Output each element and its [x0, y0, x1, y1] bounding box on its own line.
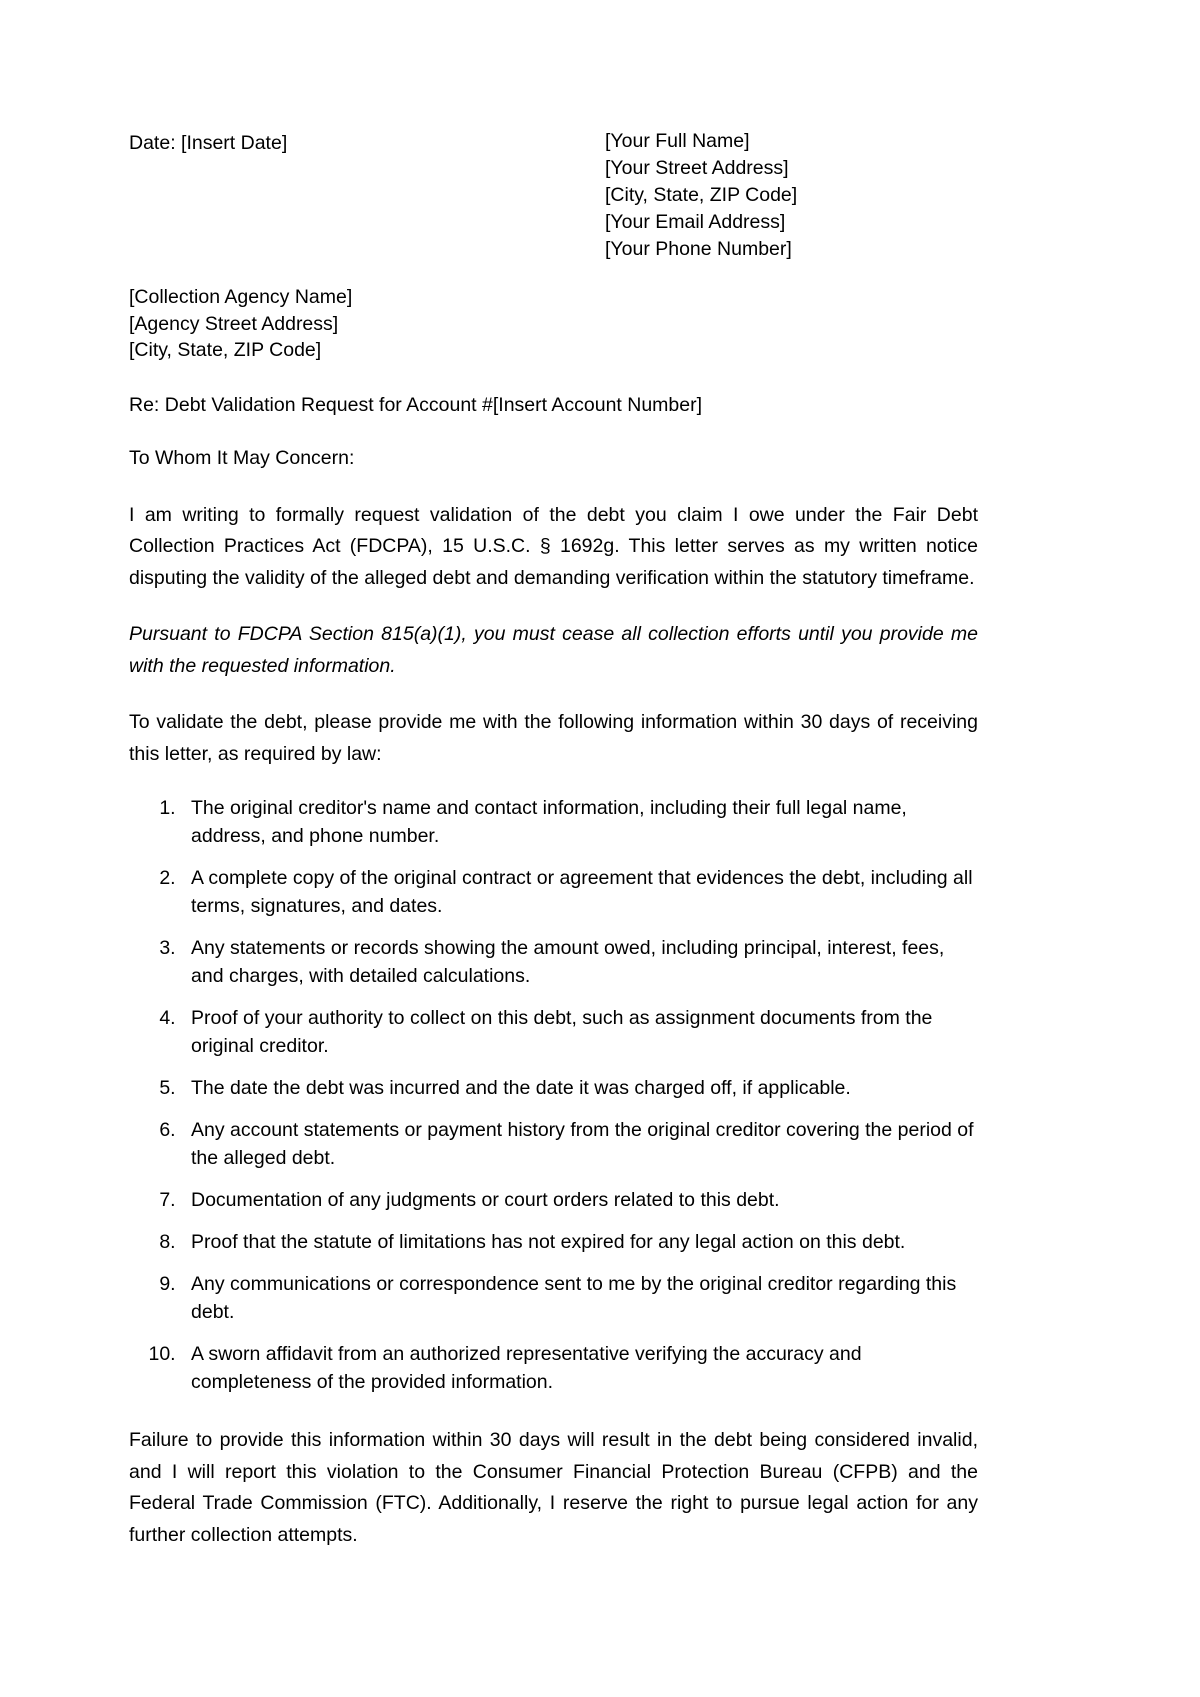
requirement-item: 3. Any statements or records showing the amount owed, including principal, interest, fees, and charges, with detailed calculations. [181, 934, 978, 990]
sender-email: [Your Email Address] [605, 211, 786, 233]
sender-phone: [Your Phone Number] [605, 238, 792, 260]
requirement-item: 10. A sworn affidavit from an authorized representative verifying the accuracy and completeness of the provided information. [181, 1340, 978, 1396]
letter-header [129, 128, 978, 268]
recipient-address-block [129, 284, 978, 364]
requirement-item: 2. A complete copy of the original contract or agreement that evidences the debt, including all terms, signatures, and dates. [181, 864, 978, 920]
sender-address-block [605, 128, 797, 263]
recipient-agency-name: [Collection Agency Name] [129, 286, 353, 308]
requirement-item: 6. Any account statements or payment history from the original creditor covering the period of the alleged debt. [181, 1116, 978, 1172]
requirements-list [129, 794, 978, 1396]
salutation: To Whom It May Concern: [129, 447, 355, 469]
requirement-item: 8. Proof that the statute of limitations has not expired for any legal action on this debt. [181, 1228, 978, 1256]
paragraph-cease-collection-italic: Pursuant to FDCPA Section 815(a)(1), you must cease all collection efforts until you provide me with the requested information. [129, 623, 978, 677]
paragraph-list-intro: To validate the debt, please provide me with the following information within 30 days of receiving this letter, as required by law: [129, 711, 978, 765]
subject-line: Re: Debt Validation Request for Account #[Insert Account Number] [129, 393, 703, 416]
requirement-item: 1. The original creditor's name and contact information, including their full legal name, address, and phone number. [181, 794, 978, 850]
sender-street: [Your Street Address] [605, 157, 789, 179]
date-line: Date: [Insert Date] [129, 132, 288, 154]
requirement-item: 5. The date the debt was incurred and the date it was charged off, if applicable. [181, 1074, 978, 1102]
requirement-item: 9. Any communications or correspondence sent to me by the original creditor regarding this debt. [181, 1270, 978, 1326]
letter-body [129, 128, 978, 1551]
sender-name: [Your Full Name] [605, 130, 750, 152]
paragraph-closing: Failure to provide this information within 30 days will result in the debt being considered invalid, and I will report this violation to the Consumer Financial Protection Bureau (CFPB) and the Federal Trade Commission (FTC). Additionally, I reserve the right to pursue legal action for any further collection attempts. [129, 1429, 978, 1546]
paragraph-intro: I am writing to formally request validation of the debt you claim I owe under the Fair Debt Collection Practices Act (FDCPA), 15 U.S.C. § 1692g. This letter serves as my written notice disputing the validity of the alleged debt and demanding verification within the statutory timeframe. [129, 503, 978, 589]
recipient-street: [Agency Street Address] [129, 312, 339, 335]
requirement-item: 7. Documentation of any judgments or court orders related to this debt. [181, 1186, 978, 1214]
requirement-item: 4. Proof of your authority to collect on this debt, such as assignment documents from the original creditor. [181, 1004, 978, 1060]
recipient-city-state-zip: [City, State, ZIP Code] [129, 339, 322, 361]
sender-city-state-zip: [City, State, ZIP Code] [605, 184, 798, 206]
